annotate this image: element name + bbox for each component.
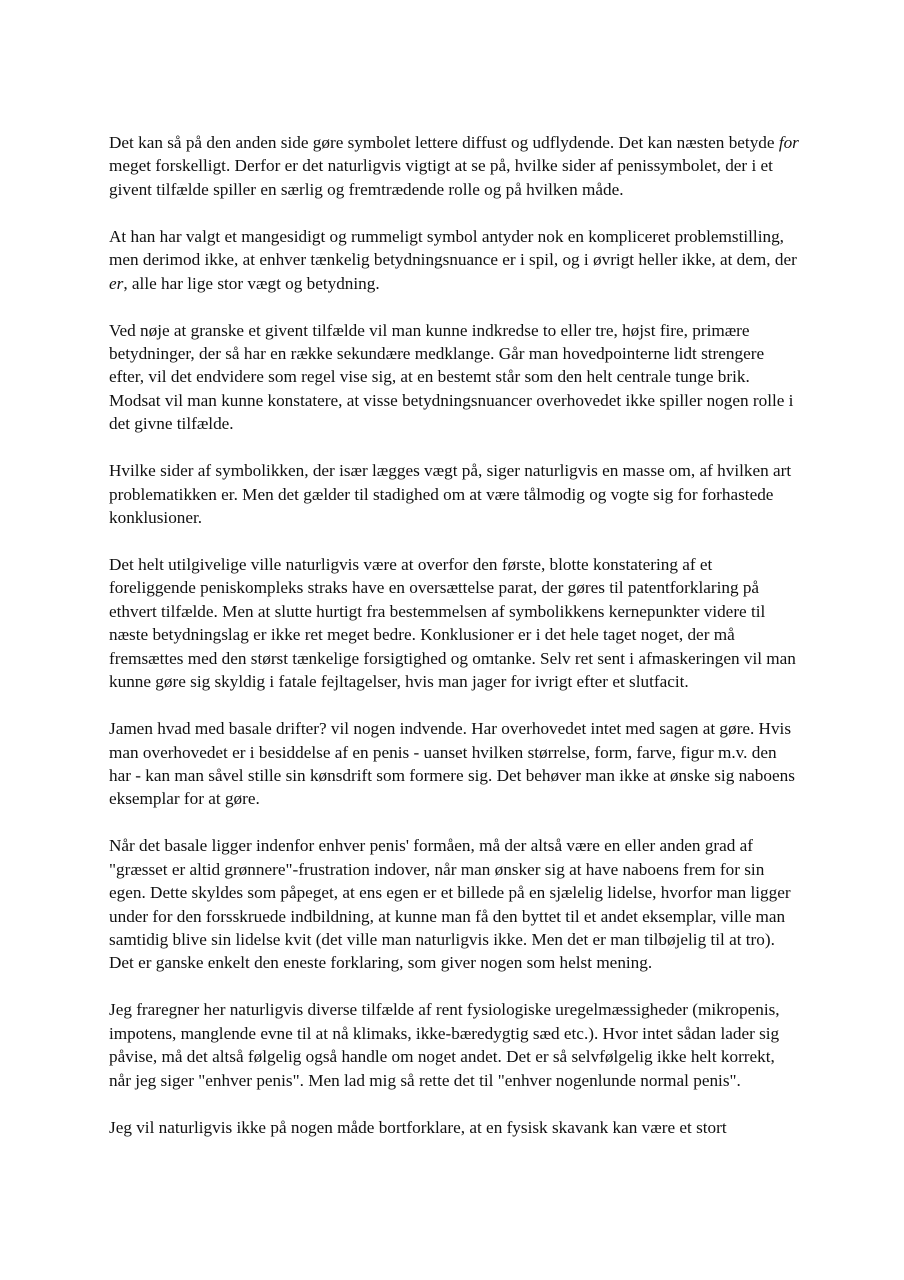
paragraph <box>109 553 799 693</box>
paragraph <box>109 319 799 436</box>
paragraph <box>109 225 799 295</box>
paragraph <box>109 717 799 811</box>
paragraph-text: meget forskelligt. Derfor er det naturligvis vigtigt at se på, hvilke sider af penissymbolet, der i et givent tilfælde spiller en særlig og fremtrædende rolle og på hvilken måde. <box>109 156 773 199</box>
paragraph-text: Hvilke sider af symbolikken, der især lægges vægt på, siger naturligvis en masse om, af hvilken art problematikken er. Men det gælder til stadighed om at være tålmodig og vogte sig for forhastede konklusioner. <box>109 461 792 528</box>
paragraph <box>109 834 799 974</box>
paragraph-text: Det kan så på den anden side gøre symbolet lettere diffust og udflydende. Det kan næsten betyde <box>109 133 779 152</box>
paragraph-text: Jeg vil naturligvis ikke på nogen måde bortforklare, at en fysisk skavank kan være et stort <box>109 1117 727 1137</box>
paragraph-text: At han har valgt et mangesidigt og rummeligt symbol antyder nok en kompliceret problemstilling, men derimod ikke, at enhver tænkelig betydningsnuance er i spil, og i øvrigt heller ikke, at dem, der <box>109 226 797 270</box>
emphasized-word: er <box>109 273 124 293</box>
paragraph-text: Jamen hvad med basale drifter? vil nogen indvende. Har overhovedet intet med sagen at gøre. Hvis man overhovedet er i besiddelse af en penis - uanset hvilken størrelse, form, farve, figur m.v. den har - kan man såvel stille sin kønsdrift som formere sig. Det behøver man ikke at ønske sig naboens eksemplar for at gøre. <box>109 719 795 809</box>
paragraph <box>109 459 799 529</box>
document-page <box>109 131 799 1163</box>
paragraph-text: , alle har lige stor vægt og betydning. <box>123 273 380 293</box>
paragraph-text: Når det basale ligger indenfor enhver penis' formåen, må der altså være en eller anden grad af "græsset er altid grønnere"-frustration indover, når man ønsker sig at have naboens frem for sin egen. Dette skyldes som påpeget, at ens egen er et billede på en sjælelig lidelse, hvorfor man ligger under for den forsskruede indbildning, at kunne man få den byttet til et andet eksemplar, ville man samtidig blive sin lidelse kvit (det ville man naturligvis ikke. Men det er man tilbøjelig til at tro). Det er ganske enkelt den eneste forklaring, som giver nogen som helst mening. <box>109 836 791 973</box>
paragraph <box>109 998 799 1092</box>
paragraph-text: Ved nøje at granske et givent tilfælde vil man kunne indkredse to eller tre, højst fire, primære betydninger, der så har en række sekundære medklange. Går man hovedpointerne lidt strengere efter, vil det endvidere som regel vise sig, at en bestemt står som den helt centrale tunge brik. Modsat vil man kunne konstatere, at visse betydningsnuancer overhovedet ikke spiller nogen rolle i det givne tilfælde. <box>109 320 794 434</box>
paragraph-text: Jeg fraregner her naturligvis diverse tilfælde af rent fysiologiske uregelmæssigheder (mikropenis, impotens, manglende evne til at nå klimaks, ikke-bæredygtig sæd etc.). Hvor intet sådan lader sig påvise, må det altså følgelig også handle om noget andet. Det er så selvfølgelig ikke helt korrekt, når jeg siger "enhver penis". Men lad mig så rette det til "enhver nogenlunde normal penis". <box>109 1000 780 1090</box>
paragraph <box>109 131 799 201</box>
emphasized-word: for <box>778 133 799 152</box>
paragraph-text: Det helt utilgivelige ville naturligvis være at overfor den første, blotte konstatering af et foreliggende peniskompleks straks have en oversættelse parat, der gøres til patentforklaring på ethvert tilfælde. Men at slutte hurtigt fra bestemmelsen af symbolikkens kernepunkter videre til næste betydningslag er ikke ret meget bedre. Konklusioner er i det hele taget noget, der må fremsættes med den størst tænkelige forsigtighed og omtanke. Selv ret sent i afmaskeringen vil man kunne gøre sig skyldig i fatale fejltagelser, hvis man jager for ivrigt efter et slutfacit. <box>109 555 796 692</box>
paragraph <box>109 1116 799 1139</box>
